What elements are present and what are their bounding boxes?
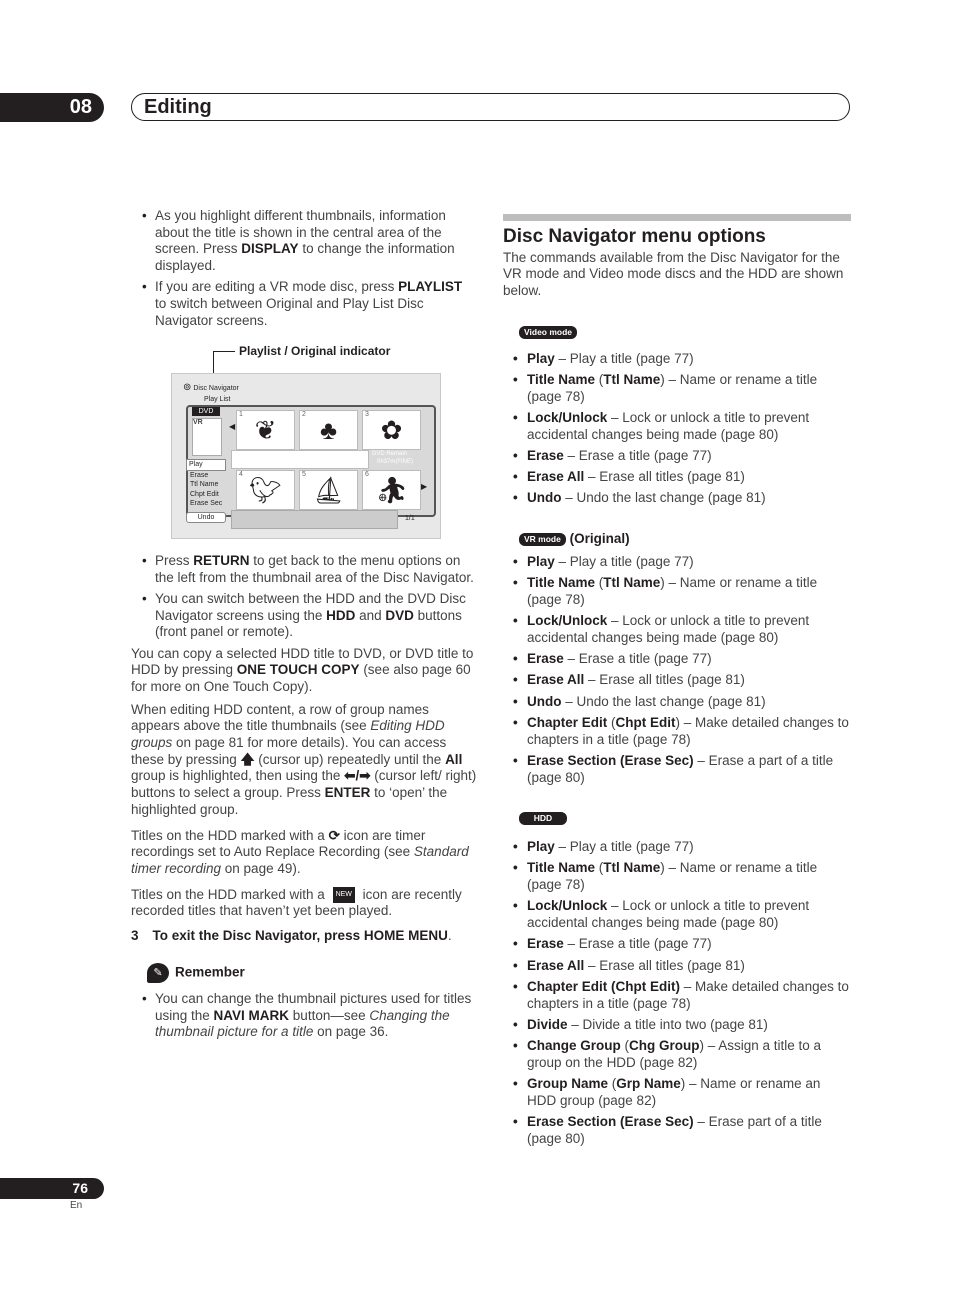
page-indicator: 1/1 [405, 515, 415, 522]
list-item: • Lock/Unlock – Lock or unlock a title to prevent accidental changes being made (page 80) [503, 613, 851, 646]
chapter-number: 08 [0, 93, 104, 122]
list-item: • Undo – Undo the last change (page 81) [503, 694, 851, 711]
list-item: • Play – Play a title (page 77) [503, 839, 851, 856]
page-language: En [70, 1200, 83, 1211]
list-item: • Press RETURN to get back to the menu options on the left from the thumbnail area of the Disc Navigator. [131, 553, 477, 586]
list-item: • Erase – Erase a title (page 77) [503, 448, 851, 465]
section-bar [503, 214, 851, 221]
menu-item-undo[interactable]: Undo [186, 512, 226, 524]
disc-mode-icon: VR [192, 418, 222, 456]
list-item: • Title Name (Ttl Name) – Name or rename a title (page 78) [503, 372, 851, 405]
arrow-right-icon[interactable]: ▶ [421, 482, 428, 491]
right-column [503, 214, 851, 1152]
video-mode-list [503, 351, 851, 508]
paragraph: Titles on the HDD marked with a ⟳ icon are timer recordings set to Auto Replace Recording (see Standard timer recording on page 49). [131, 827, 469, 876]
list-item: • Erase All – Erase all titles (page 81) [503, 469, 851, 486]
list-item: • You can switch between the HDD and the DVD Disc Navigator screens using the HDD and DVD buttons (front panel or remote). [131, 591, 477, 641]
section-intro: The commands available from the Disc Navigator for the VR mode and Video mode discs and the HDD are shown below. [503, 249, 844, 299]
list-item: • Divide – Divide a title into two (page 81) [503, 1017, 851, 1034]
paragraph: Titles on the HDD marked with a NEW icon are recently recorded titles that haven’t yet been played. [131, 886, 462, 919]
disc-label: DVD [192, 407, 220, 416]
section-title: Disc Navigator menu options [503, 226, 766, 247]
vr-original-label: (Original) [569, 531, 630, 547]
page-number: 76 [0, 1178, 104, 1199]
hdd-badge: HDD [519, 812, 567, 825]
screen-title: Disc Navigator [193, 385, 239, 392]
new-icon: NEW [333, 887, 355, 904]
thumbnail[interactable]: 4 🐦︎ [236, 470, 295, 510]
hdd-list [503, 839, 851, 1148]
left-column-lower [131, 553, 477, 1045]
disc-navigator-screen [171, 373, 441, 539]
list-item: • Play – Play a title (page 77) [503, 351, 851, 368]
list-item: • Group Name (Grp Name) – Name or rename an HDD group (page 82) [503, 1076, 851, 1109]
remember-icon: ✎ [147, 963, 169, 983]
list-item: • If you are editing a VR mode disc, press PLAYLIST to switch between Original and Play List Disc Navigator screens. [131, 279, 477, 329]
list-item: • Erase All – Erase all titles (page 81) [503, 672, 851, 689]
list-item: • Undo – Undo the last change (page 81) [503, 490, 851, 507]
video-mode-badge: Video mode [519, 326, 577, 339]
left-column [131, 208, 477, 334]
tree-icon: ♣ [319, 414, 338, 445]
thumbnail[interactable]: 3 ✿ [362, 410, 421, 450]
vr-mode-badge: VR mode [519, 533, 566, 546]
navigator-menu [186, 459, 226, 523]
remember-heading: ✎ Remember [147, 963, 477, 983]
screen-tab: Play List [204, 396, 231, 403]
auto-replace-icon: ⟳ [328, 827, 340, 843]
playlist-indicator-label: Playlist / Original indicator [239, 344, 391, 358]
list-item: • Title Name (Ttl Name) – Name or rename a title (page 78) [503, 575, 851, 608]
list-item: • Erase – Erase a title (page 77) [503, 936, 851, 953]
list-item: • Play – Play a title (page 77) [503, 554, 851, 571]
paragraph: You can copy a selected HDD title to DVD, or DVD title to HDD by pressing ONE TOUCH COPY (see also page 60 for more on One Touch Copy). [131, 645, 474, 694]
menu-item-ttl-name[interactable]: Ttl Name [190, 481, 219, 488]
list-item: • Lock/Unlock – Lock or unlock a title to prevent accidental changes being made (page 80) [503, 410, 851, 443]
cursor-left-right-icon: ⬅/➡ [344, 768, 371, 784]
cursor-up-icon: 🡅 [240, 751, 255, 767]
vr-mode-list [503, 554, 851, 787]
thumbnail[interactable]: 5 ⛵︎ [299, 470, 358, 510]
thumbnail[interactable]: 6 ⛹︎ [362, 470, 421, 510]
arrow-left-icon[interactable]: ◀ [229, 422, 236, 431]
menu-item-erase-sec[interactable]: Erase Sec [190, 500, 223, 507]
disc-icon: ⊚ [183, 382, 192, 393]
menu-item-play[interactable]: Play [186, 459, 226, 471]
step-instruction: 3 To exit the Disc Navigator, press HOME MENU. [131, 928, 452, 944]
info-area [231, 450, 369, 469]
list-item: • Erase Section (Erase Sec) – Erase part of a title (page 80) [503, 1114, 851, 1147]
thumbnail[interactable]: 2 ♣ [299, 410, 358, 450]
thumbnail[interactable]: 1 ❦ [236, 410, 295, 450]
list-item: • Chapter Edit (Chpt Edit) – Make detailed changes to chapters in a title (page 78) [503, 715, 851, 748]
chapter-title: Editing [131, 93, 850, 121]
list-item: • You can change the thumbnail pictures used for titles using the NAVI MARK button—see Changing the thumbnail picture for a title on page 36. [131, 991, 477, 1041]
leaf-icon: ❦ [254, 414, 277, 445]
list-item: • Title Name (Ttl Name) – Name or rename a title (page 78) [503, 860, 851, 893]
bullet-list-top [131, 208, 477, 329]
list-item: • Lock/Unlock – Lock or unlock a title to prevent accidental changes being made (page 80) [503, 898, 851, 931]
surfer-icon: ⛵︎ [311, 474, 345, 505]
menu-item-chpt-edit[interactable]: Chpt Edit [190, 490, 219, 498]
list-item: • Chapter Edit (Chpt Edit) – Make detailed changes to chapters in a title (page 78) [503, 979, 851, 1012]
remain-info: DVD Remain 0h37m(FINE) [372, 451, 414, 465]
skater-icon: ⛹︎ [374, 474, 408, 505]
menu-item-erase[interactable]: Erase [190, 471, 209, 479]
list-item: • Erase – Erase a title (page 77) [503, 651, 851, 668]
list-item: • As you highlight different thumbnails, information about the title is shown in the central area of the screen. Press DISPLAY to change the information displayed. [131, 208, 477, 275]
list-item: • Erase All – Erase all titles (page 81) [503, 958, 851, 975]
list-item: • Erase Section (Erase Sec) – Erase a part of a title (page 80) [503, 753, 851, 786]
flower-icon: ✿ [380, 414, 403, 445]
list-item: • Change Group (Chg Group) – Assign a title to a group on the HDD (page 82) [503, 1038, 851, 1071]
paragraph: When editing HDD content, a row of group names appears above the title thumbnails (see Editing HDD groups on page 81 for more details). You can access these by pressing 🡅 (cursor up) repeatedly until the All group is highlighted, then using the ⬅/➡ (cursor left/ right) buttons to select a group. Press ENTER to ‘open’ the highlighted group. [131, 701, 477, 817]
status-bar [231, 510, 398, 529]
indicator-pointer [213, 351, 235, 352]
bird-icon: 🐦︎ [248, 474, 282, 505]
